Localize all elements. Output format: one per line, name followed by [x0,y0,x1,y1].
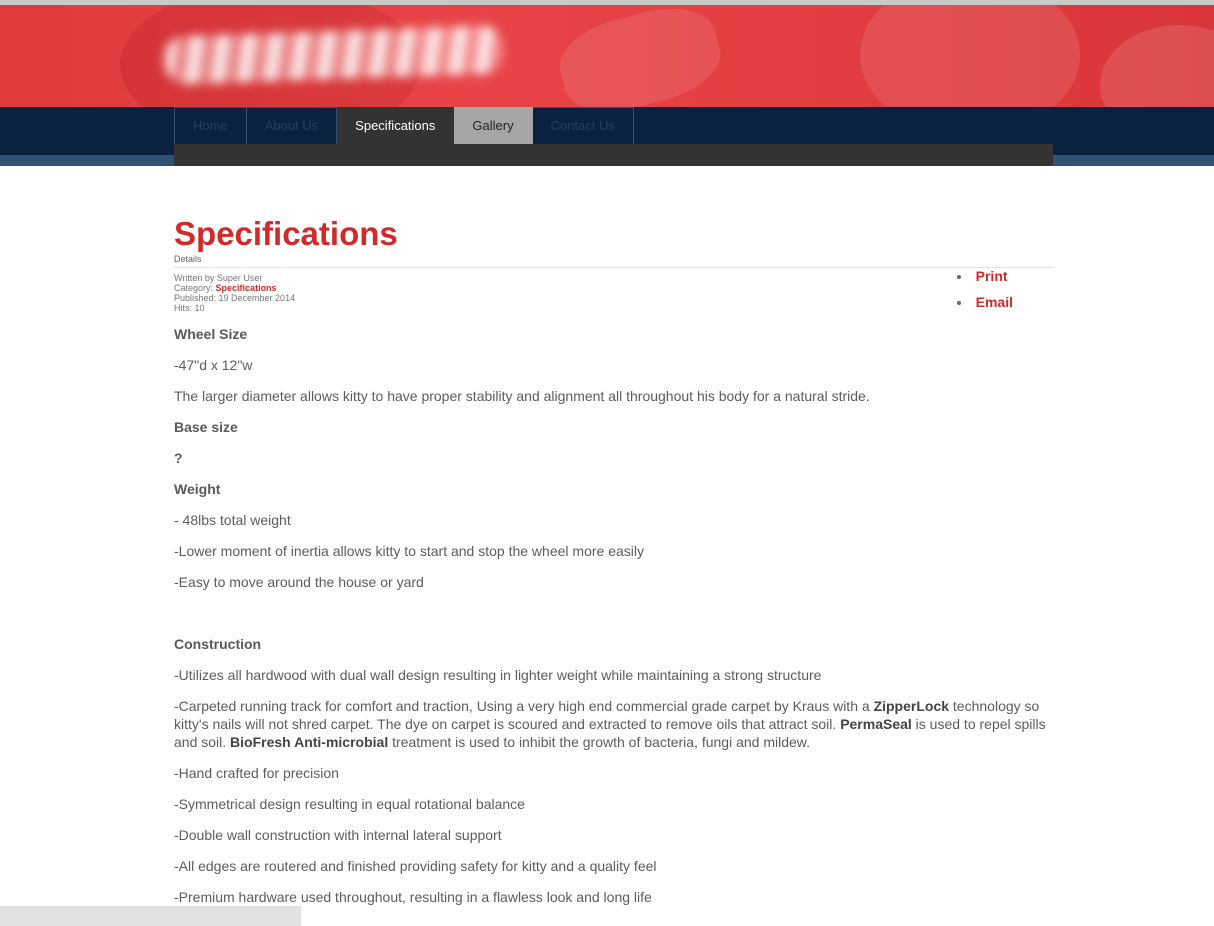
permaseal-term: PermaSeal [840,716,912,732]
nav-home[interactable]: Home [174,107,247,145]
article-body [174,325,1053,906]
construction-line-7: -Premium hardware used throughout, resulting in a flawless look and long life [174,889,652,905]
base-size-value: ? [174,450,183,466]
bottom-status-overlay [0,906,301,926]
meta-category-link[interactable]: Specifications [215,283,277,293]
construction-line-5: -Double wall construction with internal lateral support [174,827,502,843]
nav-about-us[interactable]: About Us [247,107,337,145]
meta-published: Published: 19 December 2014 [174,293,296,303]
print-item [972,266,1013,286]
meta-hits: Hits: 10 [174,303,205,313]
article [174,214,1053,919]
meta-category-prefix: Category: [174,283,214,293]
main-nav [174,107,634,144]
weight-heading: Weight [174,481,221,497]
wheel-size-desc: The larger diameter allows kitty to have proper stability and alignment all throughout his body for a natural stride. [174,388,870,404]
weight-line-2: -Lower moment of inertia allows kitty to start and stop the wheel more easily [174,543,644,559]
construction-line-2 [174,697,1053,751]
details-divider [174,267,1053,268]
sub-nav-bar [174,144,1053,166]
weight-line-3: -Easy to move around the house or yard [174,574,424,590]
wheel-size-heading: Wheel Size [174,326,248,342]
wheel-size-value: -47"d x 12"w [174,357,253,373]
construction-line-6: -All edges are routered and finished providing safety for kitty and a quality feel [174,858,657,874]
construction-heading: Construction [174,636,262,652]
nav-contact-us[interactable]: Contact Us [533,107,634,145]
zipperlock-term: ZipperLock [873,698,950,714]
construction-line-4: -Symmetrical design resulting in equal rotational balance [174,796,525,812]
construction-line-3: -Hand crafted for precision [174,765,339,781]
construction-line-1: -Utilizes all hardwood with dual wall design resulting in lighter weight while maintaining a strong structure [174,667,822,683]
carpet-text-c: is used to repel spills and soil. [174,716,1046,750]
nav-gallery[interactable]: Gallery [454,107,532,145]
article-meta [174,273,1053,313]
meta-category [174,283,1053,293]
email-item [972,292,1013,312]
carpet-text-d: treatment is used to inhibit the growth of bacteria, fungi and mildew. [388,734,811,750]
nav-specifications[interactable]: Specifications [337,107,454,145]
weight-line-1: - 48lbs total weight [174,512,291,528]
carpet-text-a: -Carpeted running track for comfort and traction, Using a very high end commercial grade carpet by Kraus with a [174,698,874,714]
print-link[interactable]: Print [975,268,1008,284]
header-banner [0,5,1214,107]
meta-author: Written by Super User [174,273,263,283]
article-actions [954,266,1013,312]
page-title: Specifications [174,215,398,252]
biofresh-term: BioFresh Anti-microbial [230,734,389,750]
base-size-heading: Base size [174,419,238,435]
email-link[interactable]: • Email [975,294,1013,310]
details-label: Details [174,254,202,264]
carpet-text-b: technology so kitty's nails will not shred carpet. The dye on carpet is scoured and extracted to remove oils that attract soil. [174,698,1040,732]
